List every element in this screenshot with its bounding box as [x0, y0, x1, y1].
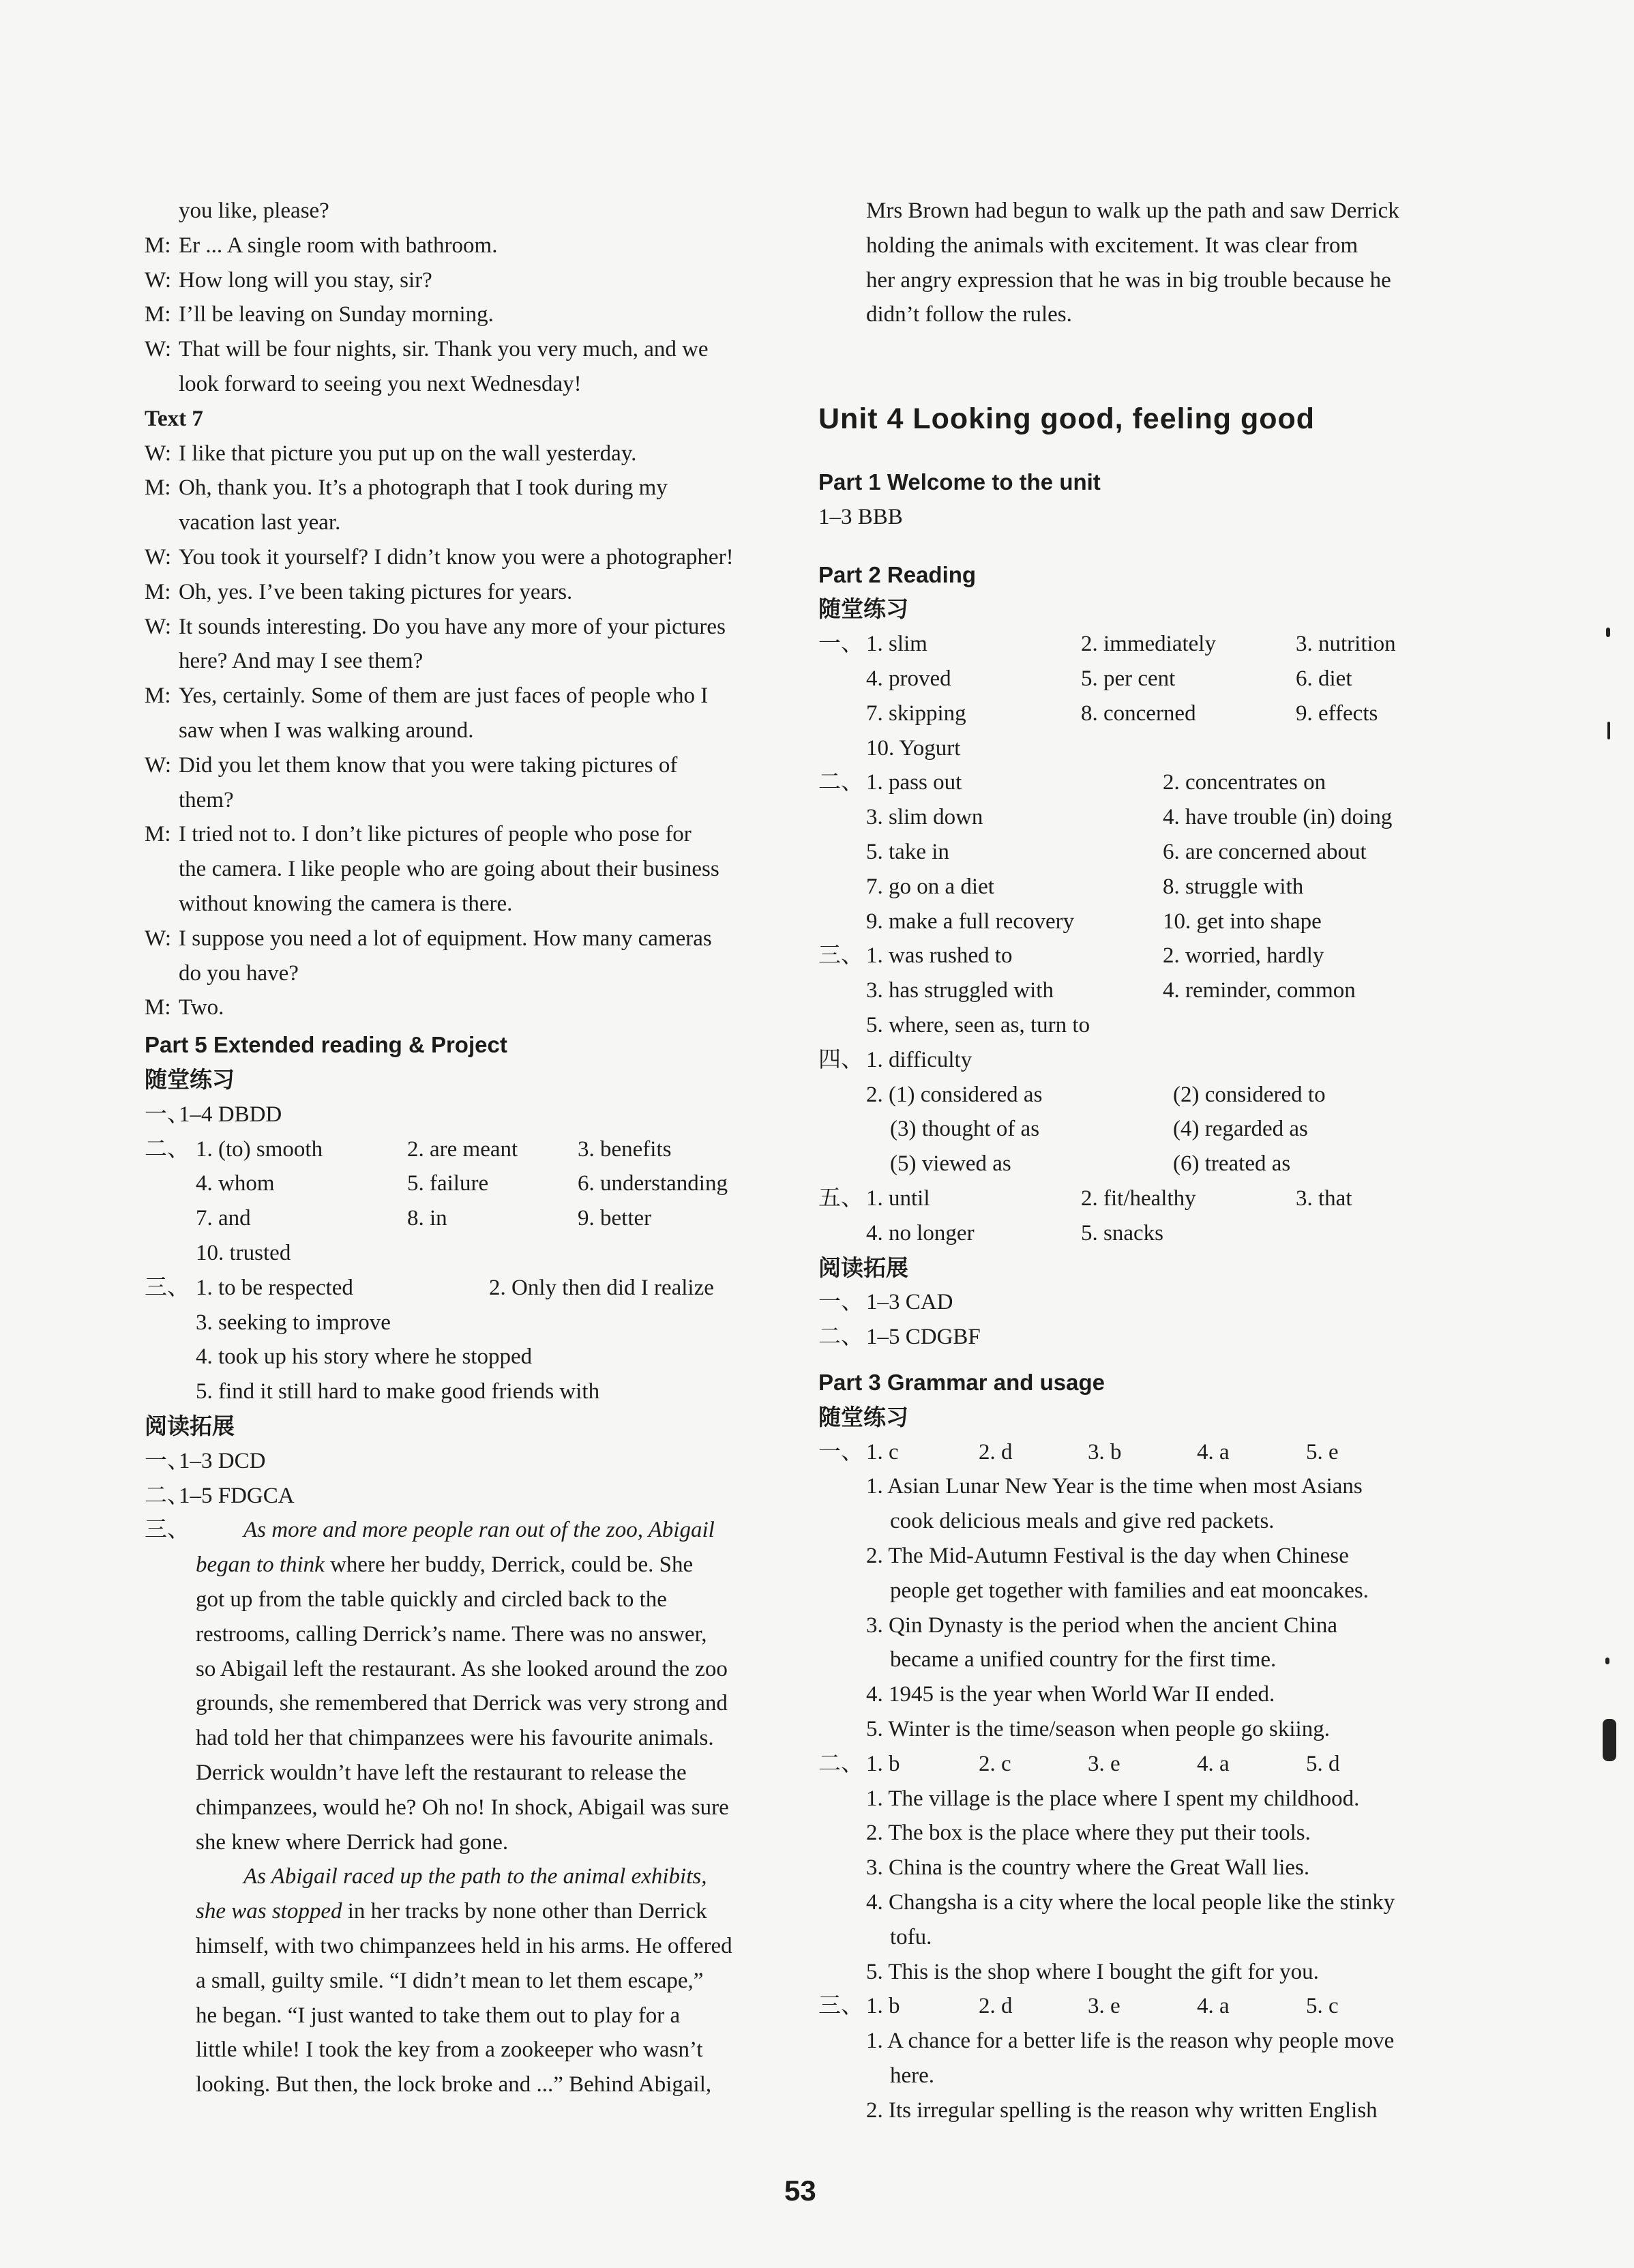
answer: 6. understanding — [578, 1171, 728, 1196]
speaker-label: W: — [145, 614, 172, 639]
reading-ext-title: 阅读拓展 — [145, 1413, 235, 1439]
speaker-label: W: — [145, 267, 172, 293]
answer: 3. slim down — [866, 805, 983, 830]
answer: (4) regarded as — [1173, 1117, 1308, 1142]
part2-title: Part 2 Reading — [818, 561, 977, 587]
answer: 1. pass out — [866, 770, 962, 795]
story-line — [145, 1548, 694, 1582]
sentence: 2. The box is the place where they put their tools. — [866, 1821, 1311, 1846]
dialogue-text: Yes, certainly. Some of them are just faces of people who I — [179, 683, 709, 709]
answer: 6. diet — [1296, 666, 1352, 691]
answer: 1–3 DCD — [179, 1448, 266, 1473]
speaker-label: M: — [145, 475, 171, 501]
story-text: looking. But then, the lock broke and ...” Behind Abigail, — [196, 2072, 712, 2097]
sentence: 1. The village is the place where I spent my childhood. — [866, 1786, 1360, 1811]
story-text: he began. “I just wanted to take them out to play for a — [196, 2003, 681, 2028]
story-text: where her buddy, Derrick, could be. She — [324, 1552, 694, 1578]
story-text: grounds, she remembered that Derrick was very strong and — [196, 1691, 728, 1716]
dialogue-text: look forward to seeing you next Wednesday! — [179, 372, 582, 396]
answer: 8. struggle with — [1163, 874, 1304, 899]
story-text: she knew where Derrick had gone. — [196, 1829, 509, 1855]
answer: 1–4 DBDD — [179, 1102, 282, 1127]
answer: 1. to be respected — [196, 1275, 353, 1300]
dialogue-text: Er ... A single room with bathroom. — [179, 233, 498, 258]
story-text: so Abigail left the restaurant. As she looked around the zoo — [196, 1656, 728, 1681]
answer: 2. immediately — [1081, 632, 1216, 657]
sentence: 2. The Mid-Autumn Festival is the day when Chinese — [866, 1544, 1349, 1568]
story-text: restrooms, calling Derrick’s name. There was no answer, — [196, 1621, 707, 1647]
story-text: a small, guilty smile. “I didn’t mean to let them escape,” — [196, 1968, 704, 1993]
page-number: 53 — [784, 2175, 816, 2207]
answer: 7. skipping — [866, 701, 966, 726]
answer: 4. a — [1197, 1994, 1230, 2019]
story-italic: began to think — [196, 1552, 325, 1578]
dialogue-text: You took it yourself? I didn’t know you were a photographer! — [179, 545, 734, 570]
item-number: 一、 — [145, 1448, 190, 1473]
dialogue-text: without knowing the camera is there. — [179, 892, 513, 916]
story-text: got up from the table quickly and circled back to the — [196, 1587, 667, 1612]
speaker-label: W: — [145, 545, 172, 570]
answer: 1. b — [866, 1994, 900, 2019]
item-number: 一、 — [818, 1290, 863, 1315]
item-number: 三、 — [818, 943, 863, 969]
story-text: her angry expression that he was in big trouble because he — [866, 267, 1391, 293]
answer: 4. proved — [866, 666, 951, 691]
answer: 5. failure — [407, 1171, 489, 1196]
story-text: had told her that chimpanzees were his favourite animals. — [196, 1726, 714, 1751]
speaker-label: M: — [145, 233, 171, 258]
answer: 6. are concerned about — [1163, 840, 1367, 864]
story-italic: As Abigail raced up the path to the animal exhibits, — [243, 1864, 707, 1889]
answer: 1–3 CAD — [866, 1290, 953, 1315]
story-italic: As more and more people ran out of the zoo, Abigail — [243, 1518, 715, 1543]
dialogue-text: do you have? — [179, 960, 299, 986]
answer: (6) treated as — [1173, 1151, 1291, 1177]
speaker-label: W: — [145, 926, 172, 951]
answer: 4. a — [1197, 1439, 1230, 1464]
answer: 2. fit/healthy — [1081, 1186, 1196, 1211]
answer: 2. d — [979, 1439, 1013, 1464]
answer: 1–5 CDGBF — [866, 1325, 981, 1350]
answer: 9. better — [578, 1206, 652, 1231]
speaker-label: M: — [145, 302, 171, 327]
speaker-label: M: — [145, 995, 171, 1020]
sentence: here. — [890, 2063, 935, 2088]
story-text: holding the animals with excitement. It was clear from — [866, 233, 1358, 258]
answer: 4. whom — [196, 1171, 275, 1196]
answer: 5. c — [1306, 1994, 1339, 2019]
part3-title: Part 3 Grammar and usage — [818, 1370, 1105, 1395]
answer: 5. d — [1306, 1751, 1340, 1776]
answer: 2. c — [979, 1751, 1011, 1776]
item-number: 二、 — [818, 1751, 863, 1776]
answer: 1–5 FDGCA — [179, 1483, 295, 1508]
dialogue-text: the camera. I like people who are going about their business — [179, 857, 719, 882]
sentence: 3. Qin Dynasty is the period when the ancient China — [866, 1612, 1338, 1638]
answer: 1. (to) smooth — [196, 1136, 323, 1162]
answer: (3) thought of as — [890, 1117, 1040, 1142]
answer-row: 1–3 BBB — [818, 504, 903, 529]
sentence: 2. Its irregular spelling is the reason why written English — [866, 2097, 1378, 2123]
answer: (2) considered to — [1173, 1082, 1326, 1107]
answer: 3. e — [1088, 1994, 1120, 2019]
answer: 5. take in — [866, 840, 949, 864]
dialogue-text: I like that picture you put up on the wall yesterday. — [179, 441, 637, 466]
answer: 4. have trouble (in) doing — [1163, 805, 1393, 830]
item-number: 二、 — [145, 1136, 190, 1162]
answer: 2. Only then did I realize — [489, 1275, 714, 1300]
sentence: 3. China is the country where the Great Wall lies. — [866, 1855, 1310, 1881]
dialogue-text: Oh, thank you. It’s a photograph that I took during my — [179, 475, 668, 501]
sentence: people get together with families and eat mooncakes. — [890, 1578, 1369, 1603]
item-number: 四、 — [818, 1047, 863, 1072]
practice-title: 随堂练习 — [145, 1067, 235, 1092]
sentence: 4. Changsha is a city where the local people like the stinky — [866, 1890, 1395, 1915]
answer: 1. until — [866, 1186, 930, 1211]
answer: 3. that — [1296, 1186, 1352, 1211]
answer: 3. has struggled with — [866, 978, 1054, 1003]
answer: 7. go on a diet — [866, 874, 994, 899]
dialogue-text: vacation last year. — [179, 510, 341, 535]
answer: 5. find it still hard to make good friends with — [196, 1379, 600, 1404]
answer: 3. benefits — [578, 1136, 672, 1162]
dialogue-text: saw when I was walking around. — [179, 718, 474, 743]
answer: 5. where, seen as, turn to — [866, 1013, 1090, 1037]
item-number: 三、 — [145, 1275, 190, 1300]
sentence: 5. This is the shop where I bought the gift for you. — [866, 1959, 1319, 1984]
dialogue-text: them? — [179, 787, 234, 812]
answer: 4. a — [1197, 1751, 1230, 1776]
reading-ext-title: 阅读拓展 — [818, 1254, 908, 1280]
speaker-label: M: — [145, 822, 171, 847]
item-number: 二、 — [818, 770, 863, 795]
answer: 9. effects — [1296, 701, 1378, 726]
sentence: 5. Winter is the time/season when people go skiing. — [866, 1717, 1330, 1741]
answer: 3. b — [1088, 1439, 1122, 1464]
answer: 8. concerned — [1081, 701, 1196, 726]
item-number: 三、 — [818, 1994, 863, 2019]
dialogue-text: I tried not to. I don’t like pictures of people who pose for — [179, 822, 692, 847]
speaker-label: W: — [145, 337, 172, 362]
sentence: tofu. — [890, 1924, 932, 1949]
answer: 2. are meant — [407, 1136, 518, 1162]
scan-mark — [1607, 722, 1610, 739]
answer: 8. in — [407, 1206, 447, 1231]
speaker-label: W: — [145, 752, 172, 778]
scan-mark — [1603, 1719, 1616, 1761]
answer: 1. c — [866, 1439, 899, 1464]
sentence: 4. 1945 is the year when World War II ended. — [866, 1682, 1275, 1707]
story-text: in her tracks by none other than Derrick — [342, 1899, 707, 1924]
item-number: 二、 — [145, 1483, 190, 1508]
answer: 10. Yogurt — [866, 735, 961, 761]
story-line — [145, 1894, 707, 1928]
answer: (5) viewed as — [890, 1151, 1011, 1177]
answer: 5. e — [1306, 1439, 1339, 1464]
dialogue-text: I’ll be leaving on Sunday morning. — [179, 302, 494, 327]
story-text: himself, with two chimpanzees held in his arms. He offered — [196, 1934, 732, 1958]
story-text: didn’t follow the rules. — [866, 302, 1072, 327]
answer: 2. worried, hardly — [1163, 943, 1324, 969]
answer: 4. no longer — [866, 1220, 975, 1246]
sentence: cook delicious meals and give red packets. — [890, 1509, 1275, 1534]
answer: 5. snacks — [1081, 1220, 1163, 1246]
scan-mark — [1606, 628, 1610, 637]
speaker-label: W: — [145, 441, 172, 466]
story-text: chimpanzees, would he? Oh no! In shock, Abigail was sure — [196, 1795, 729, 1820]
dialogue-text: It sounds interesting. Do you have any more of your pictures — [179, 614, 726, 639]
sentence: 1. Asian Lunar New Year is the time when most Asians — [866, 1474, 1363, 1499]
dialogue-text: Oh, yes. I’ve been taking pictures for years. — [179, 579, 573, 604]
answer: 4. took up his story where he stopped — [196, 1344, 533, 1370]
answer: 1. was rushed to — [866, 943, 1013, 969]
dialogue-text: How long will you stay, sir? — [179, 267, 432, 293]
dialogue-text: Did you let them know that you were taking pictures of — [179, 752, 678, 778]
story-text: Derrick wouldn’t have left the restaurant to release the — [196, 1761, 687, 1785]
part5-title: Part 5 Extended reading & Project — [145, 1032, 507, 1058]
item-number: 一、 — [818, 1439, 863, 1464]
answer: 3. nutrition — [1296, 632, 1396, 657]
unit-title: Unit 4 Looking good, feeling good — [818, 402, 1316, 435]
speaker-label: M: — [145, 579, 171, 604]
sentence: 1. A chance for a better life is the reason why people move — [866, 2029, 1395, 2054]
dialogue-text: you like, please? — [179, 198, 329, 223]
answer: 9. make a full recovery — [866, 909, 1075, 934]
dialogue-text: I suppose you need a lot of equipment. How many cameras — [179, 926, 712, 951]
item-number: 一、 — [818, 632, 863, 657]
story-italic: she was stopped — [196, 1899, 342, 1924]
answer: 2. (1) considered as — [866, 1082, 1043, 1107]
speaker-label: M: — [145, 683, 171, 709]
item-number: 五、 — [818, 1186, 863, 1211]
dialogue-text: here? And may I see them? — [179, 649, 424, 674]
answer: 10. trusted — [196, 1241, 291, 1265]
answer: 7. and — [196, 1206, 251, 1231]
answer: 1. b — [866, 1751, 900, 1776]
item-number: 一、 — [145, 1102, 190, 1127]
item-number: 三、 — [145, 1518, 190, 1543]
answer: 10. get into shape — [1163, 909, 1322, 934]
practice-title: 随堂练习 — [818, 596, 908, 622]
part1-title: Part 1 Welcome to the unit — [818, 469, 1101, 495]
text7-title: Text 7 — [145, 406, 203, 431]
item-number: 二、 — [818, 1325, 863, 1350]
answer: 2. concentrates on — [1163, 770, 1326, 795]
dialogue-text: Two. — [179, 995, 224, 1020]
answer: 1. difficulty — [866, 1047, 972, 1072]
answer: 3. e — [1088, 1751, 1120, 1776]
answer: 3. seeking to improve — [196, 1310, 391, 1335]
answer: 4. reminder, common — [1163, 978, 1356, 1003]
answer: 1. slim — [866, 632, 927, 657]
dialogue-text: That will be four nights, sir. Thank you very much, and we — [179, 337, 709, 362]
answer: 2. d — [979, 1994, 1013, 2019]
scan-mark — [1605, 1658, 1609, 1664]
story-text: Mrs Brown had begun to walk up the path and saw Derrick — [866, 198, 1399, 223]
answer: 5. per cent — [1081, 666, 1176, 691]
practice-title: 随堂练习 — [818, 1404, 908, 1430]
story-text: little while! I took the key from a zookeeper who wasn’t — [196, 2037, 703, 2063]
sentence: became a unified country for the first time. — [890, 1647, 1277, 1673]
